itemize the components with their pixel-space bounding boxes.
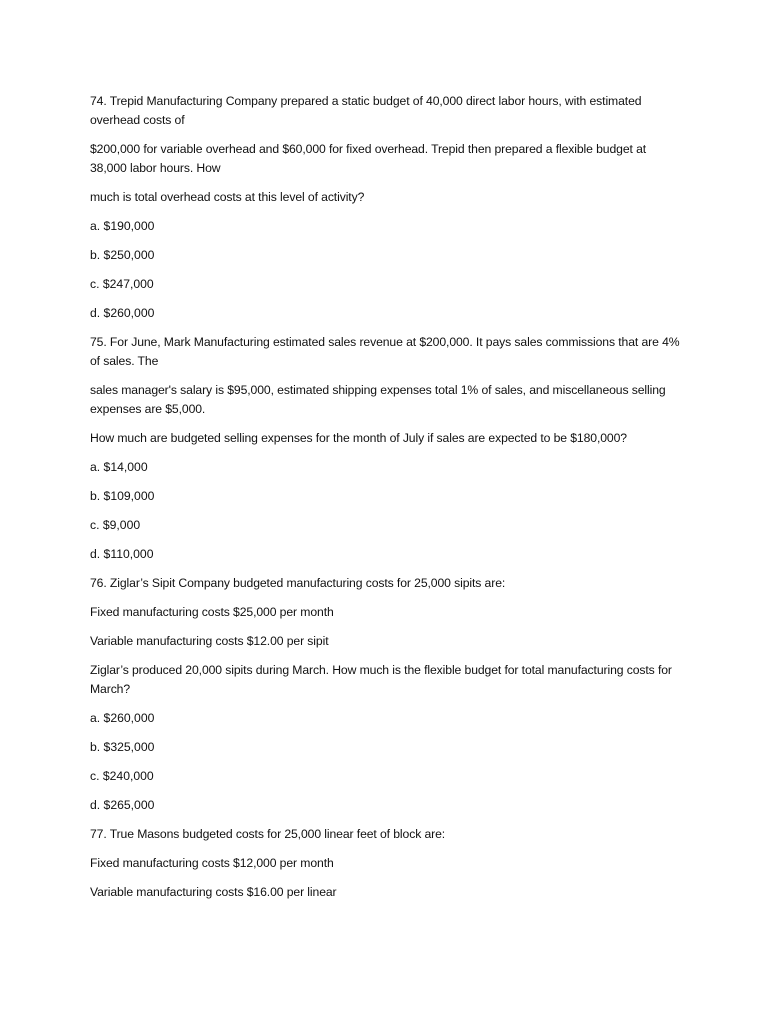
q76-question: Ziglar’s produced 20,000 sipits during March. How much is the flexible budget for total manufacturing costs for March? [90,663,672,696]
q76-option-c: c. $240,000 [90,769,154,783]
q75-stem-line2: sales manager's salary is $95,000, estimated shipping expenses total 1% of sales, and miscellaneous selling expenses are $5,000. [90,383,666,416]
q75-option-d: d. $110,000 [90,547,154,561]
q76-variable-costs: Variable manufacturing costs $12.00 per sipit [90,634,329,648]
q74-option-b: b. $250,000 [90,248,155,262]
q76-option-d: d. $265,000 [90,798,155,812]
q75-stem-line1: 75. For June, Mark Manufacturing estimated sales revenue at $200,000. It pays sales commissions that are 4% of sales. The [90,335,680,368]
q77-stem-line1: 77. True Masons budgeted costs for 25,000 linear feet of block are: [90,827,446,841]
q75-option-a: a. $14,000 [90,460,148,474]
q74-option-c: c. $247,000 [90,277,154,291]
q74-stem-line3: much is total overhead costs at this level of activity? [90,190,365,204]
q75-stem-line3: How much are budgeted selling expenses for the month of July if sales are expected to be $180,000? [90,431,627,445]
q76-stem-line1: 76. Ziglar’s Sipit Company budgeted manufacturing costs for 25,000 sipits are: [90,576,506,590]
q77-fixed-costs: Fixed manufacturing costs $12,000 per month [90,856,334,870]
q76-option-b: b. $325,000 [90,740,155,754]
document-body [90,92,680,912]
q74-option-a: a. $190,000 [90,219,155,233]
q77-variable-costs: Variable manufacturing costs $16.00 per linear [90,885,337,899]
q76-option-a: a. $260,000 [90,711,155,725]
q74-option-d: d. $260,000 [90,306,155,320]
q75-option-c: c. $9,000 [90,518,141,532]
q74-stem-line1: 74. Trepid Manufacturing Company prepared a static budget of 40,000 direct labor hours, with estimated overhead costs of [90,94,642,127]
q74-stem-line2: $200,000 for variable overhead and $60,000 for fixed overhead. Trepid then prepared a flexible budget at 38,000 labor hours. How [90,142,647,175]
q76-fixed-costs: Fixed manufacturing costs $25,000 per month [90,605,334,619]
q75-option-b: b. $109,000 [90,489,155,503]
